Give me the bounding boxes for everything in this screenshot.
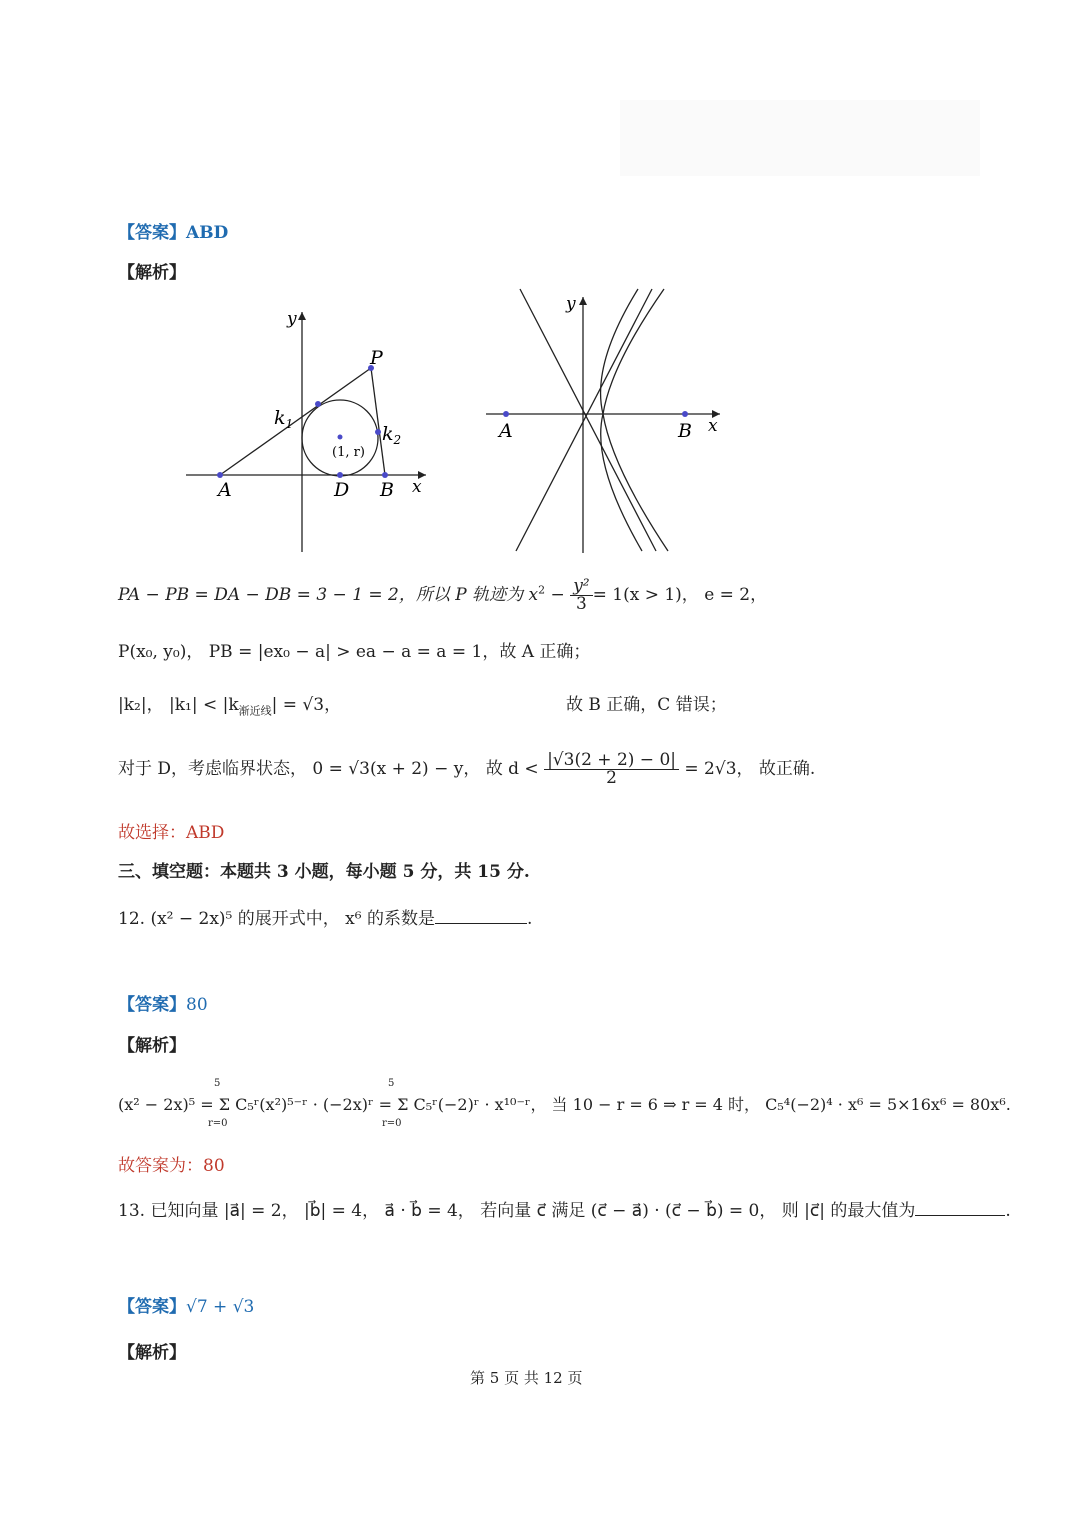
faint-header-area <box>620 100 980 176</box>
analysis-line-1: PA − PB = DA − DB = 3 − 1 = 2，所以 P 轨迹为 $x^2$ − $\frac{\text{y²}}{3}$ = 1(x > 1)， e = 2， <box>118 576 768 614</box>
label-k1: $k_1$ <box>274 407 294 431</box>
hyperbola-branch-top <box>603 289 664 414</box>
fraction-y2-3: $\frac{\text{y²}}{3}$ <box>570 578 592 613</box>
label-k2: $k_2$ <box>382 423 402 447</box>
label-A: A <box>218 479 232 501</box>
point-k2 <box>375 429 381 435</box>
sum-limit-bottom-2: r=0 <box>382 1118 402 1129</box>
label-A: A <box>499 420 513 442</box>
answer-2 <box>118 990 208 1015</box>
point-B <box>682 411 688 417</box>
y-axis-arrow <box>579 297 587 305</box>
sum-limit-bottom-1: r=0 <box>208 1118 228 1129</box>
point-A <box>217 472 223 478</box>
analysis-heading: 【解析】 <box>118 1036 186 1056</box>
label-y: y <box>287 309 297 329</box>
analysis-line-5: (x² − 2x)⁵ = Σ C₅ʳ(x²)⁵⁻ʳ · (−2x)ʳ = Σ C₅ʳ(−2)ʳ · x¹⁰⁻ʳ， 当 10 − r = 6 ⇒ r = 4 时， C₅⁴(−2)⁴ · x⁶ = 5×16x⁶ = 80x⁶. <box>118 1095 1011 1114</box>
point-B <box>382 472 388 478</box>
answer-blank <box>435 909 527 924</box>
sum-limit-top-2: 5 <box>388 1078 395 1089</box>
label-x: x <box>708 416 718 436</box>
conclusion-2: 故答案为：80 <box>118 1156 225 1176</box>
hyperbola-branch-bottom <box>603 414 668 551</box>
fraction-distance: $\frac{|√3(2 + 2) - 0|}{2}$ <box>544 752 679 787</box>
line-PB <box>371 368 385 475</box>
y-axis-arrow <box>298 312 306 320</box>
answer-tag: 【答案】 <box>118 223 186 243</box>
answer-value: √7 + √3 <box>186 1297 255 1317</box>
conclusion-1: 故选择：ABD <box>118 823 225 843</box>
answer-value: 80 <box>186 995 208 1015</box>
analysis-line-3: |k₂|， $|k_1| < |k_{渐近线}| = √3$， <box>118 695 342 718</box>
label-B: B <box>380 479 394 501</box>
point-A <box>503 411 509 417</box>
answer-value: ABD <box>186 223 229 243</box>
answer-tag: 【答案】 <box>118 995 186 1015</box>
question-12: 12. (x² − 2x)⁵ 的展开式中， x⁶ 的系数是 . <box>118 909 533 929</box>
label-P: P <box>370 347 383 369</box>
analysis-line-4: 对于 D，考虑临界状态， 0 = √3(x + 2) − y， 故 d < $\frac{|√3(2 + 2) - 0|}{2}$ = 2√3， 故正确. <box>118 750 816 788</box>
label-B: B <box>678 420 692 442</box>
question-13: 13. 已知向量 |a⃗| = 2， |b⃗| = 4， a⃗ · b⃗ = 4， 若向量 c⃗ 满足 (c⃗ − a⃗) · (c⃗ − b⃗) = 0， 则 |c⃗| 的最大值为 . <box>118 1201 1011 1221</box>
answer-3 <box>118 1292 254 1317</box>
figure-ellipse-circle <box>180 300 440 560</box>
label-x: x <box>412 477 422 497</box>
label-center: (1, r) <box>332 445 365 460</box>
asymptote-2 <box>516 289 652 551</box>
answer-1 <box>118 218 228 243</box>
point-D <box>337 472 343 478</box>
answer-blank <box>915 1201 1005 1216</box>
asymptote-1 <box>520 289 656 551</box>
analysis-heading: 【解析】 <box>118 1343 186 1363</box>
point-k1 <box>315 401 321 407</box>
analysis-heading: 【解析】 <box>118 263 186 283</box>
sum-limit-top-1: 5 <box>214 1078 221 1089</box>
section-title: 三、填空题：本题共 3 小题，每小题 5 分，共 15 分. <box>118 862 530 882</box>
label-D: D <box>334 479 350 501</box>
point-center <box>338 435 343 440</box>
label-y: y <box>566 294 576 314</box>
figure-hyperbola <box>480 285 730 560</box>
analysis-line-3-result: 故 B 正确，C 错误； <box>566 695 727 715</box>
page-footer: 第 5 页 共 12 页 <box>470 1369 583 1387</box>
analysis-line-2: P(x₀, y₀)， PB = |ex₀ − a| > ea − a = a = 1，故 A 正确； <box>118 642 591 662</box>
answer-tag: 【答案】 <box>118 1297 186 1317</box>
